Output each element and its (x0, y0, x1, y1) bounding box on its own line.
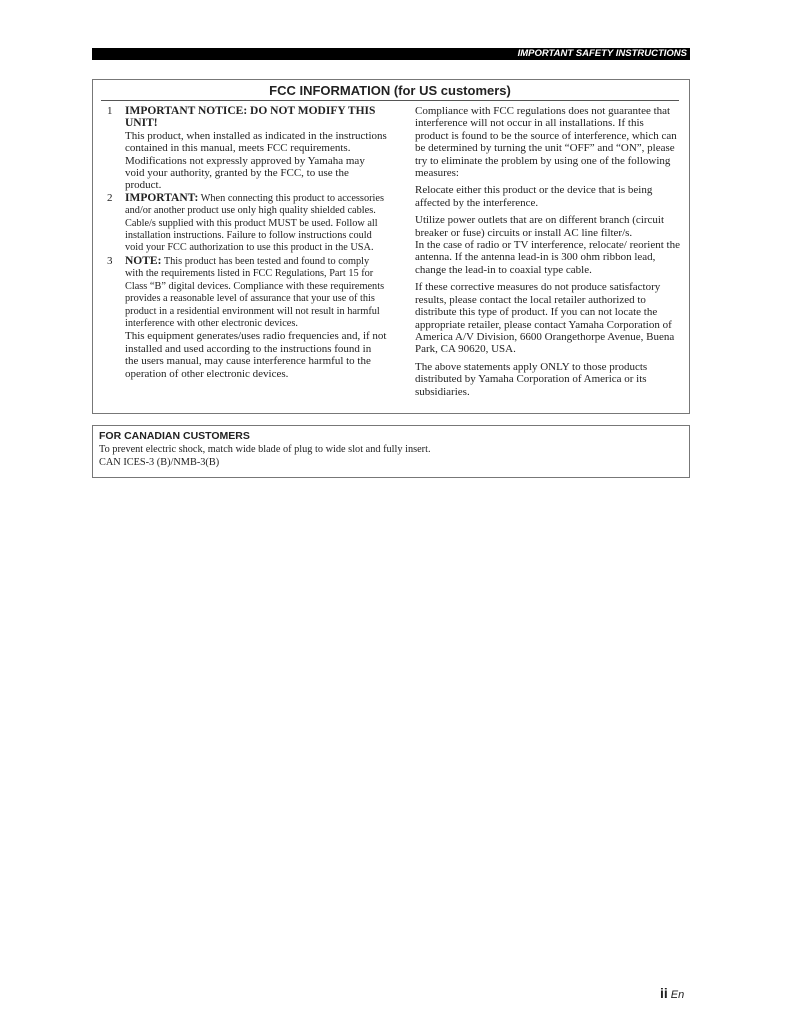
item-heading: IMPORTANT NOTICE: DO NOT MODIFY THIS UNIT! (125, 105, 376, 130)
section-title: IMPORTANT SAFETY INSTRUCTIONS (517, 48, 687, 59)
fcc-title: FCC INFORMATION (for US customers) (101, 82, 679, 101)
item-body: This product has been tested and found to comply with the requirements listed in FCC Regulations, Part 15 for Class “B” digital devices. Compliance with these requirements provides a reasonable level of assurance that your use of this product in a residential environment will not result in harmful interference with other electronic devices. (125, 255, 385, 329)
fcc-left-column (107, 105, 387, 380)
canadian-customers-box (92, 425, 690, 478)
item-heading: IMPORTANT: (125, 191, 199, 204)
fcc-information-box (92, 79, 690, 414)
item-number: 1 (107, 105, 113, 117)
fcc-paragraph: If these corrective measures do not produce satisfactory results, please contact the local retailer authorized to distribute this type of product. If you can not locate the appropriate retailer, please contact Yamaha Corporation of America A/V Division, 6600 Orangethorpe Avenue, Buena Park, CA 90620, USA. (415, 281, 675, 356)
language-label: En (670, 989, 685, 1001)
fcc-item-2 (107, 192, 387, 255)
fcc-paragraph: Compliance with FCC regulations does not guarantee that interference will not occur in all installations. If this product is found to be the source of interference, which can be determined by turning the unit “OFF” and “ON”, please try to eliminate the problem by using one of the following measures: (415, 105, 677, 180)
fcc-paragraph: The above statements apply ONLY to those products distributed by Yamaha Corporation of America or its subsidiaries. (415, 360, 648, 398)
fcc-item-3 (107, 255, 387, 380)
item-number: 3 (107, 254, 113, 267)
fcc-paragraph: Relocate either this product or the device that is being affected by the interference. (415, 184, 653, 209)
item-extra: This equipment generates/uses radio frequencies and, if not installed and used according to the instructions found in the users manual, may cause interference harmful to the operation of other electronic devices. (125, 330, 387, 380)
item-body: When connecting this product to accessories and/or another product use only high quality shielded cables. Cable/s supplied with this product MUST be used. Follow all installation instructions. Failure to follow instructions could void your FCC authorization to use this product in the USA. (125, 192, 384, 254)
canada-title: FOR CANADIAN CUSTOMERS (99, 430, 250, 442)
canada-line: To prevent electric shock, match wide blade of plug to wide slot and fully insert. (99, 444, 431, 455)
section-header-bar (92, 48, 690, 60)
fcc-right-column (415, 105, 680, 403)
item-heading: NOTE: (125, 254, 162, 267)
page-number (660, 985, 684, 1003)
item-number: 2 (107, 191, 113, 204)
item-body: This product, when installed as indicated in the instructions contained in this manual, meets FCC requirements. Modifications not expressly approved by Yamaha may void your authority, granted by the FCC, to use the product. (125, 129, 387, 192)
page-number-value: ii (660, 985, 668, 1001)
fcc-paragraph: In the case of radio or TV interference, relocate/ reorient the antenna. If the antenna lead-in is 300 ohm ribbon lead, change the lead-in to coaxial type cable. (415, 239, 680, 276)
canada-line: CAN ICES-3 (B)/NMB-3(B) (99, 457, 220, 468)
fcc-item-1 (107, 105, 387, 192)
fcc-paragraph: Utilize power outlets that are on different branch (circuit breaker or fuse) circuits or install AC line filter/s. (415, 214, 665, 239)
